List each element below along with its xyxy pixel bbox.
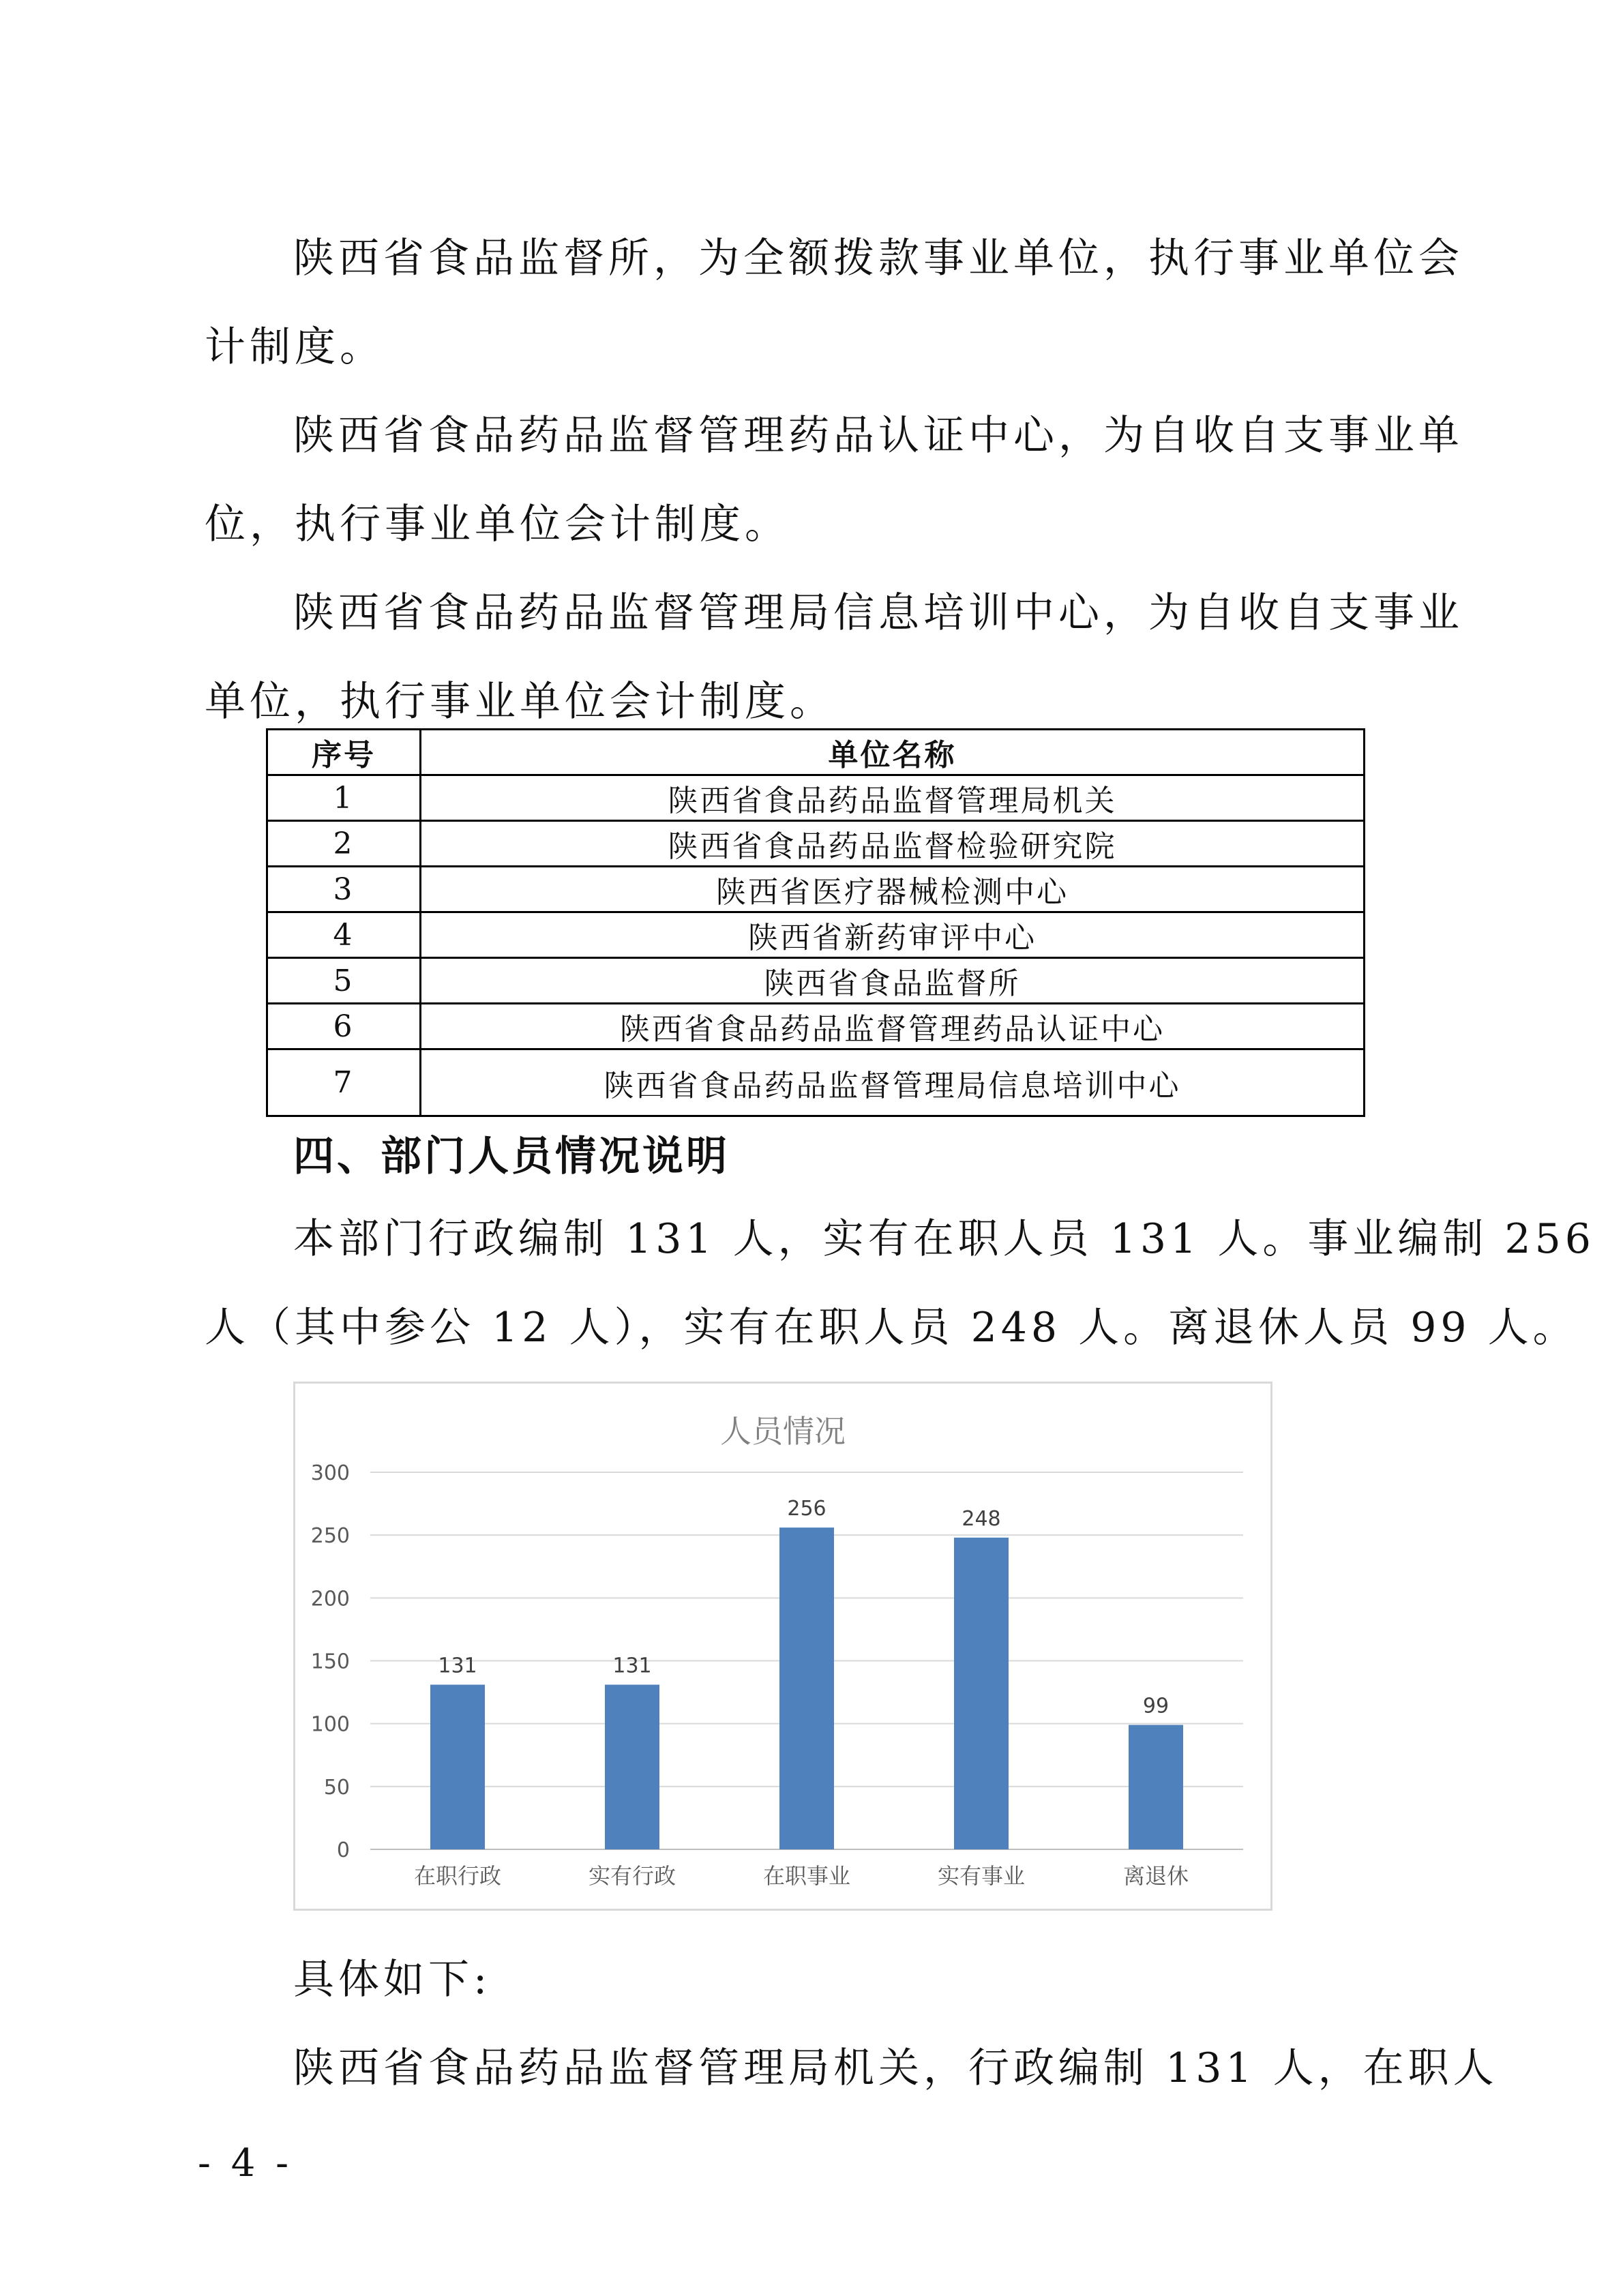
- cell-index: 7: [267, 1049, 421, 1116]
- chart-title: 人员情况: [720, 1413, 846, 1450]
- paragraph-staff: [205, 1195, 1595, 1372]
- y-tick-label: 50: [323, 1775, 350, 1800]
- cell-index: 2: [267, 821, 421, 867]
- cell-index: 3: [267, 867, 421, 912]
- bar: [1129, 1725, 1183, 1849]
- y-tick-label: 100: [310, 1712, 350, 1737]
- x-tick-label: 离退休: [1122, 1863, 1189, 1889]
- cell-index: 5: [267, 958, 421, 1004]
- paragraph-detail-intro: [205, 1935, 1425, 2024]
- table-row: [267, 867, 1365, 912]
- data-label: 131: [438, 1654, 477, 1678]
- x-tick-label: 实有事业: [937, 1863, 1026, 1889]
- x-tick-label: 在职事业: [762, 1863, 851, 1889]
- header-unit-name: 单位名称: [421, 730, 1365, 775]
- paragraph-line: 陕西省食品监督所，为全额拨款事业单位，执行事业单位会: [293, 235, 1463, 282]
- y-tick-label: 250: [310, 1524, 350, 1549]
- y-tick-label: 0: [336, 1838, 350, 1862]
- section-heading: 四、部门人员情况说明: [293, 1133, 730, 1180]
- page-number: - 4 -: [198, 2141, 293, 2186]
- table-row: [267, 1049, 1365, 1116]
- cell-index: 6: [267, 1004, 421, 1049]
- data-label: 131: [612, 1654, 652, 1678]
- cell-unit-name: 陕西省食品药品监督管理局机关: [421, 775, 1365, 821]
- data-label: 256: [787, 1497, 827, 1521]
- cell-unit-name: 陕西省食品药品监督管理局信息培训中心: [421, 1049, 1365, 1116]
- x-tick-label: 在职行政: [413, 1863, 502, 1889]
- table-row: [267, 912, 1365, 958]
- bar: [605, 1685, 659, 1849]
- paragraph-line: 陕西省食品药品监督管理药品认证中心，为自收自支事业单: [293, 412, 1463, 460]
- paragraph-line: 人（其中参公 12 人），实有在职人员 248 人。离退休人员 99 人。: [205, 1304, 1578, 1352]
- bar-chart-svg: [295, 1384, 1270, 1909]
- cell-unit-name: 陕西省食品药品监督管理药品认证中心: [421, 1004, 1365, 1049]
- y-tick-label: 150: [310, 1650, 350, 1674]
- table-row: [267, 958, 1365, 1004]
- paragraph-food-supervision: [205, 214, 1463, 391]
- paragraph-training-center: [205, 569, 1463, 746]
- cell-unit-name: 陕西省医疗器械检测中心: [421, 867, 1365, 912]
- cell-unit-name: 陕西省食品药品监督检验研究院: [421, 821, 1365, 867]
- paragraph-line: 陕西省食品药品监督管理局机关，行政编制 131 人，在职人: [293, 2044, 1498, 2092]
- paragraph-line: 单位，执行事业单位会计制度。: [205, 678, 835, 726]
- table-row: [267, 821, 1365, 867]
- bar: [954, 1538, 1009, 1849]
- paragraph-line: 位，执行事业单位会计制度。: [205, 501, 790, 548]
- cell-unit-name: 陕西省新药审评中心: [421, 912, 1365, 958]
- header-index: 序号: [267, 730, 421, 775]
- paragraph-line: 计制度。: [205, 323, 385, 371]
- cell-index: 1: [267, 775, 421, 821]
- bar: [779, 1527, 834, 1849]
- table-row: [267, 775, 1365, 821]
- y-tick-label: 200: [310, 1587, 350, 1611]
- x-tick-label: 实有行政: [588, 1863, 676, 1889]
- units-table: [266, 728, 1365, 1117]
- cell-unit-name: 陕西省食品监督所: [421, 958, 1365, 1004]
- paragraph-line: 具体如下:: [293, 1956, 492, 2003]
- paragraph-detail: [205, 2024, 1498, 2113]
- y-tick-label: 300: [310, 1461, 350, 1485]
- cell-index: 4: [267, 912, 421, 958]
- paragraph-line: 陕西省食品药品监督管理局信息培训中心，为自收自支事业: [293, 589, 1463, 637]
- paragraph-certification-center: [205, 391, 1463, 569]
- data-label: 99: [1142, 1694, 1170, 1718]
- bar: [430, 1685, 485, 1849]
- data-label: 248: [962, 1506, 1001, 1531]
- staff-chart: [293, 1382, 1272, 1911]
- table-header-row: [267, 730, 1365, 775]
- table-row: [267, 1004, 1365, 1049]
- paragraph-line: 本部门行政编制 131 人，实有在职人员 131 人。事业编制 256: [293, 1215, 1595, 1263]
